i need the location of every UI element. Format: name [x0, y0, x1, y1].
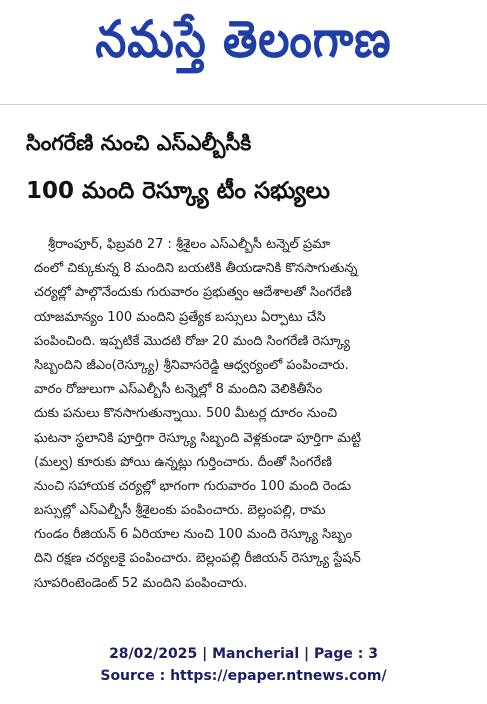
- article-line: పంపించింది. ఇప్పటికే మొదటి రోజు 20 మంది సింగరేణి రెస్క్యూ: [34, 333, 350, 349]
- article-line: దిని రక్షణ చర్యలకై పంపించారు. బెల్లంపల్లి రీజియన్ రెస్క్యూ స్టేషన్: [34, 551, 361, 567]
- masthead: [0, 0, 487, 92]
- article-line: సూపరింటెండెంట్ 52 మందిని పంపించారు.: [34, 575, 248, 591]
- article-body: [34, 233, 459, 619]
- article-line: సిబ్బందిని జీఎం(రెస్క్యూ) శ్రీనివాసరెడ్డి ఆధ్వర్యంలో పంపించారు.: [34, 357, 349, 373]
- article-line: (మల్వ) కూరుకు పోయి ఉన్నట్లు గుర్తించారు. దీంతో సింగరేణి: [34, 454, 332, 470]
- article-line: చర్యల్లో పాల్గొనేందుకు గురువారం ప్రభుత్వం ఆదేశాలతో సింగరేణి: [34, 285, 352, 301]
- article-line: ఘటనా స్థలానికి పూర్తిగా రెస్క్యూ సిబ్బంది వెళ్లకుండా పూర్తిగా మట్టి: [34, 430, 361, 446]
- article-line: దుకు పనులు కొనసాగుతున్నాయి. 500 మీటర్ల దూరం నుంచి: [34, 406, 338, 422]
- article-line: యాజమాన్యం 100 మందిని ప్రత్యేక బస్సులు ఏర్పాటు చేసి: [34, 309, 326, 325]
- article-line: బస్సుల్లో ఎస్ఎల్బీసీ శ్రీశైలంకు పంపించారు. బెల్లంపల్లి, రామ: [34, 503, 326, 519]
- article-line: గుండం రీజియన్ 6 ఏరియాల నుంచి 100 మంది రెస్క్యూ సిబ్బం: [34, 527, 353, 543]
- headline-line-1: సింగరేణి నుంచి ఎస్ఎల్బీసీకి: [26, 131, 252, 155]
- source-link[interactable]: Source : https://epaper.ntnews.com/: [100, 668, 387, 684]
- article-line: దంలో చిక్కుకున్న 8 మందిని బయటికి తీయడానికి కొనసాగుతున్న: [34, 261, 358, 277]
- article-line: వారం రోజులుగా ఎస్ఎల్బీసీ టన్నెల్లో 8 మందిని వెలికితీసేం: [34, 382, 323, 398]
- article-line: నుంచి సహాయక చర్యల్లో భాగంగా గురువారం 100 మంది రెండు: [34, 478, 352, 494]
- article-line: శ్రీరాంపూర్, ఫిబ్రవరి 27 : శ్రీశైలం ఎస్ఎల్బీసీ టన్నెల్ ప్రమా: [48, 237, 331, 252]
- masthead-divider: [0, 104, 487, 105]
- newspaper-logo: నమస్తే తెలంగాణ: [95, 10, 392, 69]
- edition-info: 28/02/2025 | Mancherial | Page : 3: [109, 646, 378, 662]
- headline-line-2: 100 మంది రెస్క్యూ టీం సభ్యులు: [26, 178, 330, 204]
